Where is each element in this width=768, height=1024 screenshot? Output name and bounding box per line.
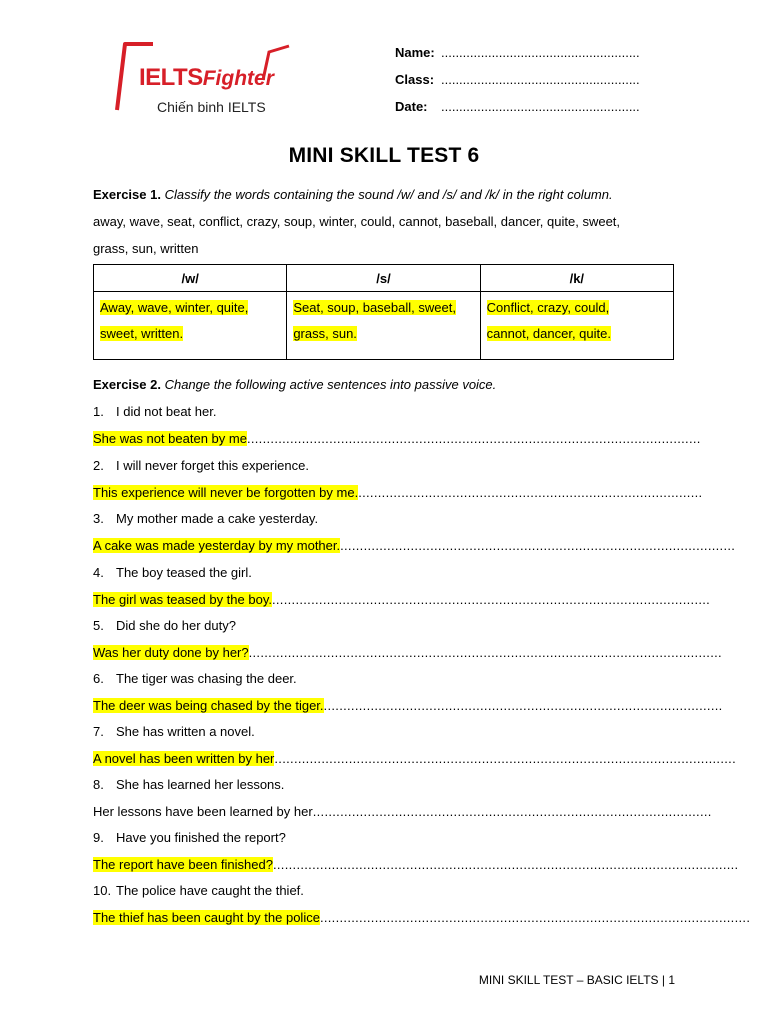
exercise1-instruction: Classify the words containing the sound /w/ and /s/ and /k/ in the right column. [164, 187, 613, 202]
logo-tagline: Chiến binh IELTS [157, 99, 266, 115]
question-4 [93, 565, 252, 580]
ielts-fighter-logo [113, 40, 313, 120]
answer-blank: ......................................................................................................................... [248, 645, 722, 660]
answer-text: Was her duty done by her? [93, 645, 249, 660]
page-title: MINI SKILL TEST 6 [288, 144, 480, 167]
answer-blank: .................................................................................................................... [246, 431, 701, 446]
question-number: 4. [93, 565, 104, 580]
question-text: Have you finished the report? [116, 830, 286, 845]
question-text: She has written a novel. [116, 724, 255, 739]
question-number: 1. [93, 404, 104, 419]
question-number: 8. [93, 777, 104, 792]
table-header-w: /w/ [94, 265, 287, 292]
exercise1-words-line1: away, wave, seat, conflict, crazy, soup, winter, could, cannot, baseball, dancer, quite, sweet, [93, 214, 621, 229]
name-label: Name: [395, 45, 435, 60]
date-blank[interactable]: ....................................................... [441, 99, 640, 114]
question-10 [93, 883, 304, 898]
class-label: Class: [395, 72, 435, 87]
table-header-row [94, 265, 674, 292]
table-cell-w[interactable] [94, 292, 287, 360]
question-1 [93, 404, 216, 419]
exercise2-instruction: Change the following active sentences into passive voice. [164, 377, 497, 392]
answer-9[interactable] [93, 857, 738, 872]
answer-blank: ....................................................................................................................... [272, 857, 739, 872]
question-number: 5. [93, 618, 104, 633]
class-blank[interactable]: ....................................................... [441, 72, 640, 87]
answer-w-line2: sweet, written. [100, 326, 184, 341]
answer-blank: ...................................................................................................... [312, 804, 712, 819]
answer-text: This experience will never be forgotten by me. [93, 485, 359, 500]
answer-text: The report have been finished? [93, 857, 273, 872]
date-field[interactable] [395, 99, 640, 114]
question-6 [93, 671, 297, 686]
date-label: Date: [395, 99, 428, 114]
class-field[interactable] [395, 72, 640, 87]
question-text: I did not beat her. [116, 404, 217, 419]
question-8 [93, 777, 284, 792]
question-number: 6. [93, 671, 104, 686]
answer-w-line1: Away, wave, winter, quite, [100, 300, 249, 315]
answer-3[interactable] [93, 538, 735, 553]
classification-table [93, 264, 674, 360]
answer-blank: .............................................................................................................. [319, 910, 751, 925]
answer-text: A cake was made yesterday by my mother. [93, 538, 341, 553]
answer-text: A novel has been written by her [93, 751, 275, 766]
question-number: 7. [93, 724, 104, 739]
answer-6[interactable] [93, 698, 723, 713]
answer-blank: ..................................................................................................... [340, 538, 736, 553]
answer-blank: ................................................................................................................ [271, 592, 711, 607]
exercise1-heading [93, 187, 613, 202]
question-number: 3. [93, 511, 104, 526]
name-blank[interactable]: ....................................................... [441, 45, 640, 60]
answer-5[interactable] [93, 645, 722, 660]
answer-text: She was not beaten by me [93, 431, 247, 446]
question-9 [93, 830, 286, 845]
table-answer-row [94, 292, 674, 360]
answer-k-line1: Conflict, crazy, could, [486, 300, 610, 315]
name-field[interactable] [395, 45, 640, 60]
exercise2-heading [93, 377, 496, 392]
answer-4[interactable] [93, 592, 710, 607]
answer-text: Her lessons have been learned by her [93, 804, 313, 819]
answer-2[interactable] [93, 485, 702, 500]
question-number: 2. [93, 458, 104, 473]
answer-blank: ........................................................................................ [358, 485, 703, 500]
table-cell-s[interactable] [287, 292, 480, 360]
table-header-k: /k/ [480, 265, 673, 292]
question-3 [93, 511, 318, 526]
question-number: 10. [93, 883, 112, 898]
table-cell-k[interactable] [480, 292, 673, 360]
question-5 [93, 618, 236, 633]
answer-text: The thief has been caught by the police [93, 910, 320, 925]
answer-7[interactable] [93, 751, 736, 766]
answer-1[interactable] [93, 431, 701, 446]
logo-brand-script: Fighter [202, 67, 274, 90]
question-7 [93, 724, 255, 739]
answer-text: The girl was teased by the boy. [93, 592, 272, 607]
answer-s-line1: Seat, soup, baseball, sweet, [293, 300, 456, 315]
answer-blank: ...................................................................................................... [323, 698, 723, 713]
exercise1-words-line2: grass, sun, written [93, 241, 199, 256]
page-footer: MINI SKILL TEST – BASIC IELTS | 1 [478, 973, 675, 987]
question-text: The boy teased the girl. [116, 565, 252, 580]
logo-brand: IELTS [139, 64, 203, 91]
question-text: I will never forget this experience. [116, 458, 309, 473]
exercise1-label: Exercise 1. [93, 187, 161, 202]
answer-text: The deer was being chased by the tiger. [93, 698, 324, 713]
answer-s-line2: grass, sun. [293, 326, 357, 341]
table-header-s: /s/ [287, 265, 480, 292]
question-text: The police have caught the thief. [116, 883, 304, 898]
answer-8[interactable] [93, 804, 712, 819]
question-number: 9. [93, 830, 104, 845]
logo-wordmark [139, 64, 274, 92]
question-text: My mother made a cake yesterday. [116, 511, 319, 526]
answer-k-line2: cannot, dancer, quite. [486, 326, 611, 341]
exercise2-label: Exercise 2. [93, 377, 161, 392]
question-text: She has learned her lessons. [116, 777, 285, 792]
question-text: The tiger was chasing the deer. [116, 671, 297, 686]
answer-blank: ...................................................................................................................... [274, 751, 736, 766]
question-text: Did she do her duty? [116, 618, 236, 633]
question-2 [93, 458, 309, 473]
answer-10[interactable] [93, 910, 750, 925]
